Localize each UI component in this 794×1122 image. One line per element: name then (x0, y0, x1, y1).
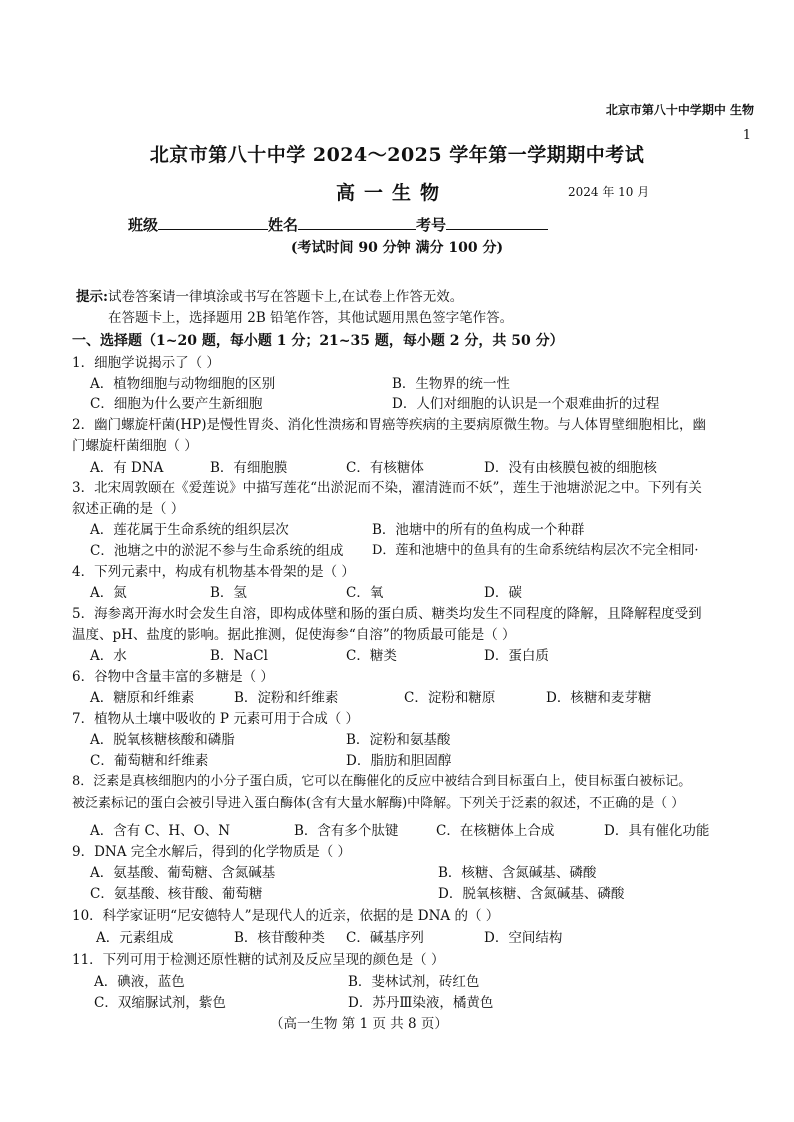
option[interactable]: B．NaCl (210, 648, 268, 664)
option[interactable]: A．氨基酸、葡萄糖、含氮碱基 (90, 865, 276, 881)
question-stem: 3．北宋周敦颐在《爱莲说》中描写莲花“出淤泥而不染，濯清涟而不妖”，莲生于池塘淤泥之中。下列有关 (72, 480, 702, 496)
option[interactable]: A．脱氧核糖核酸和磷脂 (90, 732, 235, 748)
option[interactable]: D．蛋白质 (484, 648, 549, 664)
notice-line-1: 提示:试卷答案请一律填涂或书写在答题卡上,在试卷上作答无效。 (76, 289, 464, 305)
question-stem: 叙述正确的是（ ） (72, 501, 185, 517)
option[interactable]: A．水 (90, 648, 127, 664)
option[interactable]: A．元素组成 (96, 930, 174, 946)
question-stem: 1．细胞学说揭示了（ ） (72, 355, 220, 371)
option[interactable]: D．莲和池塘中的鱼具有的生命系统结构层次不完全相同· (372, 543, 699, 558)
option[interactable]: C．细胞为什么要产生新细胞 (90, 396, 263, 412)
question-stem: 门螺旋杆菌细胞（ ） (72, 438, 198, 454)
question-stem: 7．植物从土壤中吸收的 P 元素可用于合成（ ） (72, 711, 360, 727)
option[interactable]: C．碱基序列 (346, 930, 424, 946)
option[interactable]: A．莲花属于生命系统的组织层次 (90, 522, 289, 538)
option[interactable]: B．含有多个肽键 (294, 823, 399, 839)
time-note: (考试时间 90 分钟 满分 100 分) (290, 240, 504, 256)
option[interactable]: D．人们对细胞的认识是一个艰难曲折的过程 (392, 396, 660, 412)
option[interactable]: C．糖类 (346, 648, 397, 664)
option[interactable]: D．没有由核膜包被的细胞核 (484, 460, 657, 476)
question-stem: 6．谷物中含量丰富的多糖是（ ） (72, 669, 274, 685)
name-label: 姓名 (268, 216, 299, 234)
option[interactable]: C．在核糖体上合成 (436, 823, 555, 839)
exam-title: 北京市第八十中学 2024～2025 学年第一学期期中考试 (149, 144, 645, 166)
section-heading: 一、选择题（1~20 题，每小题 1 分；21~35 题，每小题 2 分，共 50 分） (72, 333, 564, 349)
option[interactable]: D．核糖和麦芽糖 (546, 690, 652, 706)
name-field[interactable] (298, 215, 416, 230)
option[interactable]: B．淀粉和纤维素 (234, 690, 339, 706)
option[interactable]: D．具有催化功能 (604, 823, 710, 839)
option[interactable]: A．有 DNA (90, 460, 164, 476)
id-label: 考号 (416, 216, 447, 234)
option[interactable]: C．氨基酸、核苷酸、葡萄糖 (90, 886, 263, 902)
class-field[interactable] (158, 215, 268, 230)
option[interactable]: A．糖原和纤维素 (90, 690, 195, 706)
question-stem: 11．下列可用于检测还原性糖的试剂及反应呈现的颜色是（ ） (72, 952, 445, 968)
page-footer: （高一生物 第 1 页 共 8 页） (270, 1016, 448, 1032)
option[interactable]: A．含有 C、H、O、N (90, 823, 231, 839)
option[interactable]: B．淀粉和氨基酸 (346, 732, 451, 748)
option[interactable]: C．双缩脲试剂，紫色 (94, 995, 226, 1011)
option[interactable]: C．淀粉和糖原 (404, 690, 496, 706)
notice-line-2: 在答题卡上，选择题用 2B 铅笔作答，其他试题用黑色签字笔作答。 (108, 310, 514, 326)
page-mark: 1 (742, 128, 751, 143)
question-stem: 温度、pH、盐度的影响。据此推测，促使海参“自溶”的物质最可能是（ ） (72, 627, 516, 643)
option[interactable]: A．植物细胞与动物细胞的区别 (90, 376, 276, 392)
option[interactable]: D．脂肪和胆固醇 (346, 753, 452, 769)
class-label: 班级 (128, 216, 159, 234)
option[interactable]: C．有核糖体 (346, 460, 424, 476)
option[interactable]: B．生物界的统一性 (392, 376, 510, 392)
option[interactable]: A．碘液，蓝色 (94, 974, 185, 990)
question-stem: 5．海参离开海水时会发生自溶，即构成体壁和肠的蛋白质、糖类均发生不同程度的降解，且降解程度受到 (72, 606, 702, 622)
option[interactable]: C．氧 (346, 585, 384, 601)
option[interactable]: C．葡萄糖和纤维素 (90, 753, 209, 769)
option[interactable]: D．苏丹Ⅲ染液，橘黄色 (348, 995, 494, 1011)
question-stem: 4．下列元素中，构成有机物基本骨架的是（ ） (72, 564, 355, 580)
option[interactable]: D．空间结构 (484, 930, 563, 946)
option[interactable]: C．池塘之中的淤泥不参与生命系统的组成 (90, 543, 344, 559)
question-stem: 被泛素标记的蛋白会被引导进入蛋白酶体(含有大量水解酶)中降解。下列关于泛素的叙述，不正确的是（ ） (72, 796, 685, 811)
option[interactable]: B．氢 (210, 585, 247, 601)
question-stem: 9．DNA 完全水解后，得到的化学物质是（ ） (72, 844, 352, 860)
exam-date: 2024 年 10 月 (568, 185, 650, 199)
option[interactable]: A．氮 (90, 585, 127, 601)
option[interactable]: D．碳 (484, 585, 522, 601)
student-info-row (128, 214, 548, 235)
id-field[interactable] (446, 215, 548, 230)
option[interactable]: B．核苷酸种类 (234, 930, 325, 946)
option[interactable]: D．脱氧核糖、含氮碱基、磷酸 (438, 886, 625, 902)
running-head: 北京市第八十中学期中 生物 (605, 103, 754, 117)
option[interactable]: B．有细胞膜 (210, 460, 288, 476)
subject-title: 高一生物 (336, 182, 449, 204)
option[interactable]: B．核糖、含氮碱基、磷酸 (438, 865, 597, 881)
option[interactable]: B．池塘中的所有的鱼构成一个种群 (372, 522, 585, 538)
question-stem: 8．泛素是真核细胞内的小分子蛋白质，它可以在酶催化的反应中被结合到目标蛋白上，使目标蛋白被标记。 (72, 774, 692, 789)
notice-label: 提示: (76, 289, 108, 305)
question-stem: 10．科学家证明“尼安德特人”是现代人的近亲，依据的是 DNA 的（ ） (72, 908, 500, 924)
question-stem: 2．幽门螺旋杆菌(HP)是慢性胃炎、消化性溃疡和胃癌等疾病的主要病原微生物。与人体胃壁细胞相比，幽 (72, 417, 706, 433)
option[interactable]: B．斐林试剂，砖红色 (348, 974, 480, 990)
